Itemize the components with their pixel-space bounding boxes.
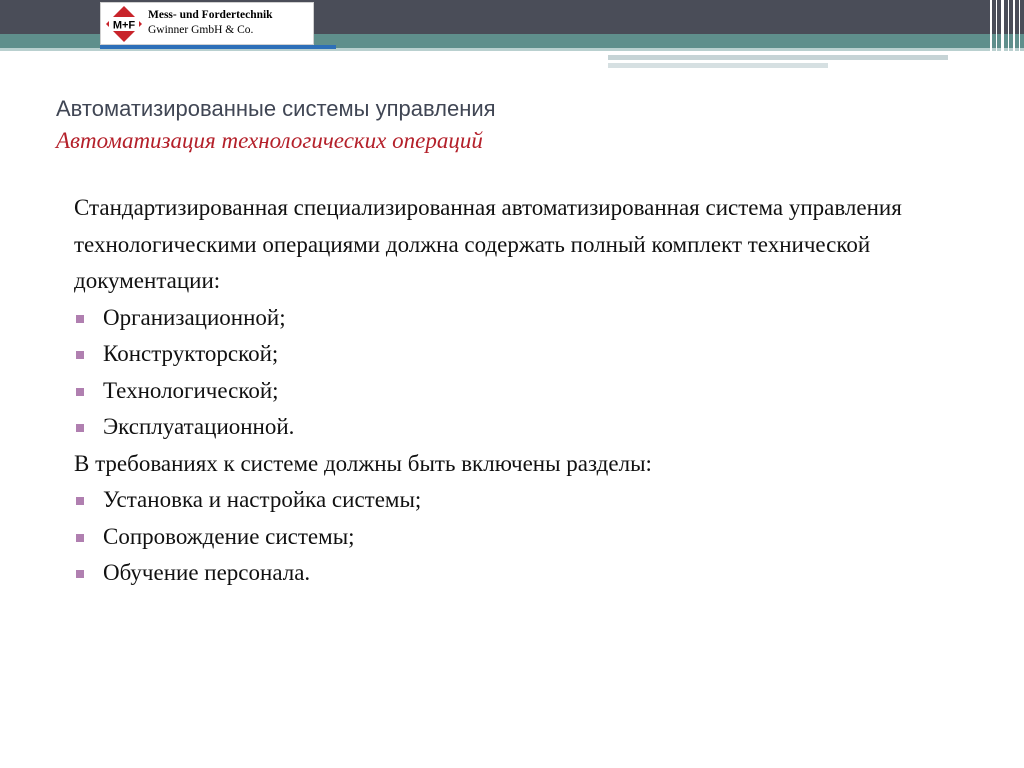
slide-subtitle: Автоматизация технологических операций <box>56 128 483 153</box>
bullet-icon <box>76 424 84 432</box>
slide-body <box>74 190 974 592</box>
decor-bar <box>608 63 828 68</box>
logo-mark-icon <box>106 6 142 42</box>
list-item: Организационной; <box>74 300 974 337</box>
sections-list <box>74 482 974 592</box>
bullet-icon <box>76 315 84 323</box>
bullet-icon <box>76 388 84 396</box>
logo-underline <box>100 45 336 49</box>
list-item: Сопровождение системы; <box>74 519 974 556</box>
bullet-icon <box>76 497 84 505</box>
slide-title: Автоматизированные системы управления <box>56 96 496 121</box>
bullet-icon <box>76 570 84 578</box>
requirements-paragraph: В требованиях к системе должны быть включены разделы: <box>74 450 652 476</box>
intro-paragraph: Стандартизированная специализированная автоматизированная система управления технологическими операциями должна содержать полный комплект технической документации: <box>74 195 902 293</box>
list-item: Установка и настройка системы; <box>74 482 974 519</box>
svg-text:M+F: M+F <box>112 19 136 32</box>
bullet-icon <box>76 534 84 542</box>
logo-line-1: Mess- und Fordertechnik <box>148 9 273 21</box>
doc-types-list <box>74 300 974 446</box>
list-item: Конструкторской; <box>74 336 974 373</box>
decor-stripes <box>986 0 1024 72</box>
list-item: Обучение персонала. <box>74 555 974 592</box>
bullet-icon <box>76 351 84 359</box>
company-logo <box>100 2 314 45</box>
decor-bar <box>608 55 948 60</box>
list-item: Технологической; <box>74 373 974 410</box>
list-item: Эксплуатационной. <box>74 409 974 446</box>
logo-line-2: Gwinner GmbH & Co. <box>148 24 254 36</box>
